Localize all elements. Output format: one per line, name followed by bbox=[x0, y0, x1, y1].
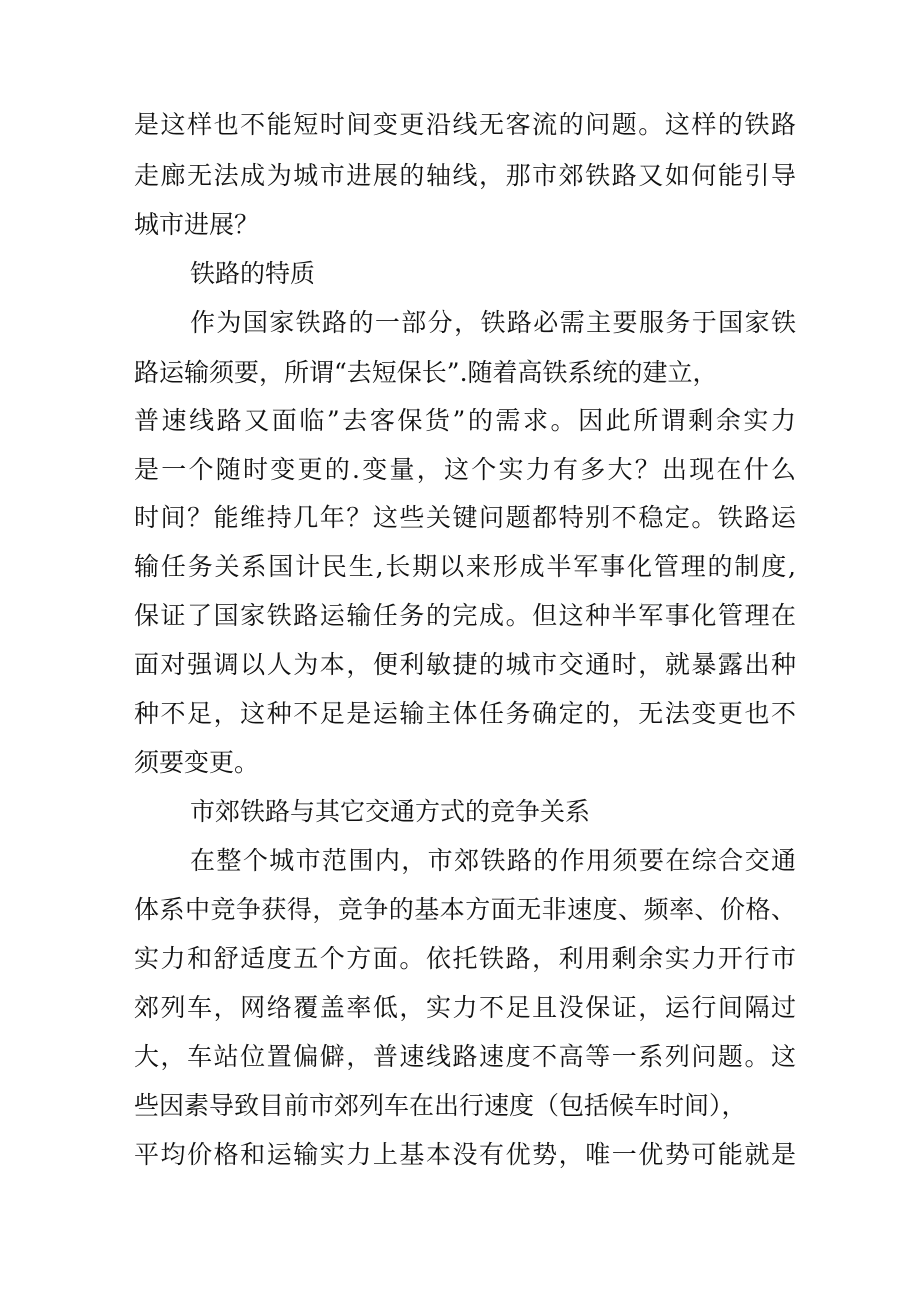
text-line: 走廊无法成为城市进展的轴线，那市郊铁路又如何能引导 bbox=[134, 161, 796, 190]
text-line: 实力和舒适度五个方面。依托铁路，利用剩余实力开行市 bbox=[134, 944, 796, 973]
text-line: 是这样也不能短时间变更沿线无客流的问题。这样的铁路 bbox=[134, 110, 796, 139]
text-line: 大，车站位置偏僻，普速线路速度不高等一系列问题。这 bbox=[134, 1042, 796, 1071]
text-line: 面对强调以人为本，便利敏捷的城市交通时，就暴露出种 bbox=[134, 650, 796, 679]
section-heading: 市郊铁路与其它交通方式的竞争关系 bbox=[190, 797, 591, 826]
text-line: 普速线路又面临”去客保货”的需求。因此所谓剩余实力 bbox=[134, 406, 796, 435]
section-heading: 铁路的特质 bbox=[190, 259, 316, 288]
text-line: 体系中竞争获得，竞争的基本方面无非速度、频率、价格、 bbox=[134, 895, 796, 924]
text-line: 作为国家铁路的一部分，铁路必需主要服务于国家铁 bbox=[190, 308, 796, 337]
text-line: 城市进展？ bbox=[134, 210, 260, 239]
text-line: 是一个随时变更的.变量，这个实力有多大？出现在什么 bbox=[134, 455, 796, 484]
text-line: 郊列车，网络覆盖率低，实力不足且没保证，运行间隔过 bbox=[134, 993, 796, 1022]
text-line: 路运输须要，所谓“去短保长”.随着高铁系统的建立， bbox=[134, 358, 718, 387]
text-line: 种不足，这种不足是运输主体任务确定的，无法变更也不 bbox=[134, 699, 796, 728]
text-line: 时间？能维持几年？这些关键问题都特别不稳定。铁路运 bbox=[134, 503, 796, 532]
text-line: 输任务关系国计民生,长期以来形成半军事化管理的制度, bbox=[134, 552, 796, 581]
text-line: 平均价格和运输实力上基本没有优势，唯一优势可能就是 bbox=[134, 1140, 796, 1169]
text-line: 保证了国家铁路运输任务的完成。但这种半军事化管理在 bbox=[134, 601, 796, 630]
text-line: 些因素导致目前市郊列车在出行速度（包括候车时间）， bbox=[134, 1091, 747, 1120]
text-line: 在整个城市范围内，市郊铁路的作用须要在综合交通 bbox=[190, 846, 796, 875]
text-line: 须要变更。 bbox=[134, 748, 260, 777]
